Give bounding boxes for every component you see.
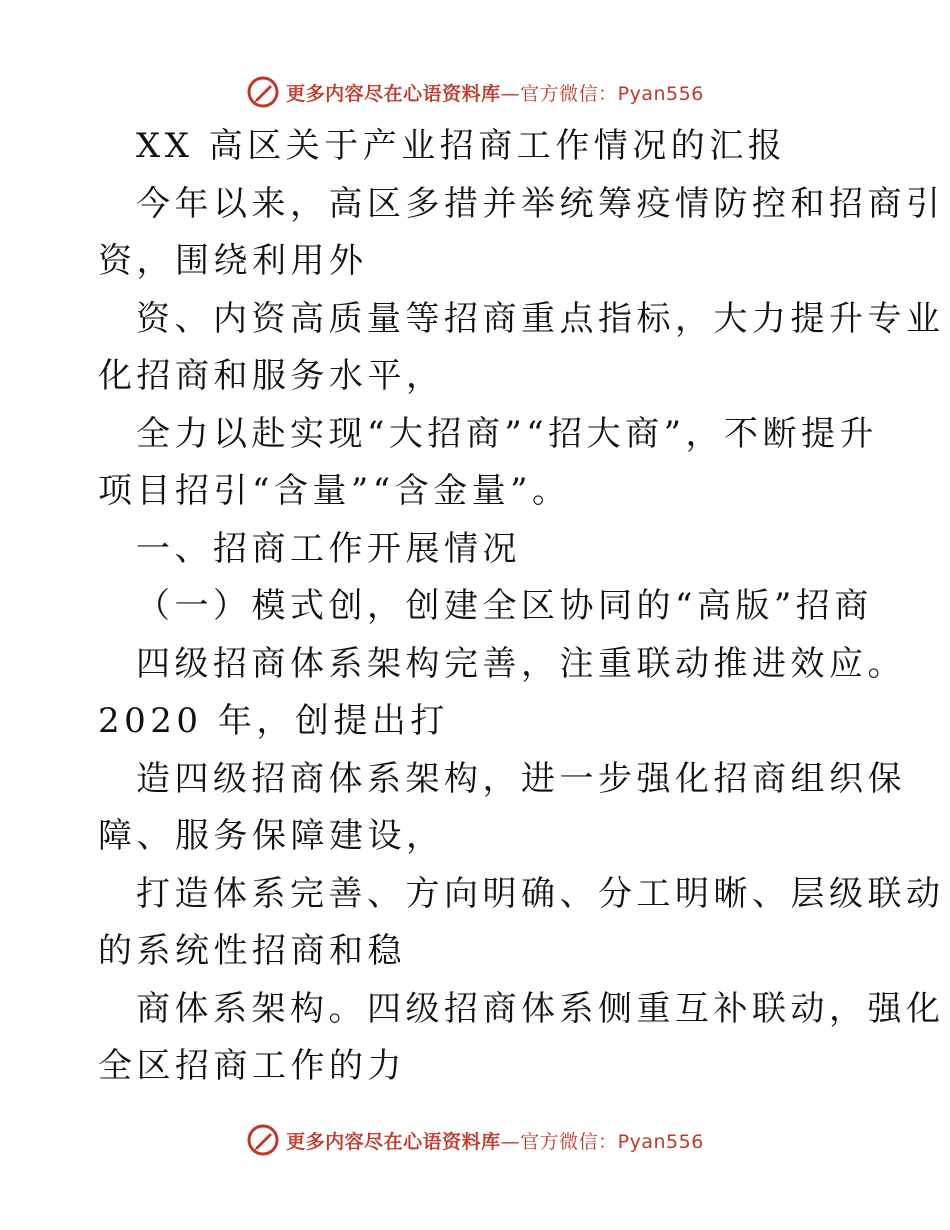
quill-circle-icon (246, 75, 280, 109)
section-heading: 一、招商工作开展情况 (136, 528, 521, 569)
paragraph-line: 2020 年，创提出打 (98, 701, 449, 741)
watermark-left-text: 更多内容尽在心语资料库 (286, 82, 501, 105)
paragraph-line: 资、内资高质量等招商重点指标，大力提升专业 (136, 298, 945, 339)
watermark-header (0, 72, 950, 112)
watermark-right-text: 官方微信：Pyan556 (520, 1130, 704, 1153)
paragraph-line: 全区招商工作的力 (98, 1046, 406, 1086)
document-body (98, 118, 945, 1096)
paragraph-line: 全力以赴实现“大招商”“招大商”，不断提升 (136, 413, 879, 454)
watermark-right-text: 官方微信：Pyan556 (520, 82, 704, 105)
paragraph-line: 项目招引“含量”“含金量”。 (98, 471, 571, 511)
paragraph-line: 商体系架构。四级招商体系侧重互补联动，强化 (136, 988, 945, 1029)
subsection-heading: （一）模式创，创建全区协同的“高版”招商 (136, 586, 873, 626)
paragraph-line: 资，围绕利用外 (98, 241, 368, 281)
watermark-left-text: 更多内容尽在心语资料库 (286, 1130, 501, 1153)
quill-circle-icon (246, 1123, 280, 1157)
watermark-footer (0, 1120, 950, 1160)
paragraph-line: 的系统性招商和稳 (98, 931, 406, 971)
document-title: XX 高区关于产业招商工作情况的汇报 (136, 126, 787, 166)
paragraph-line: 今年以来，高区多措并举统筹疫情防控和招商引 (136, 183, 945, 224)
paragraph-line: 障、服务保障建设， (98, 816, 445, 856)
watermark-dash: — (500, 82, 521, 105)
paragraph-line: 化招商和服务水平， (98, 356, 445, 396)
paragraph-line: 造四级招商体系架构，进一步强化招商组织保 (136, 758, 906, 799)
paragraph-line: 打造体系完善、方向明确、分工明晰、层级联动 (136, 873, 945, 914)
paragraph-line: 四级招商体系架构完善，注重联动推进效应。 (136, 643, 906, 684)
watermark-dash: — (500, 1130, 521, 1153)
